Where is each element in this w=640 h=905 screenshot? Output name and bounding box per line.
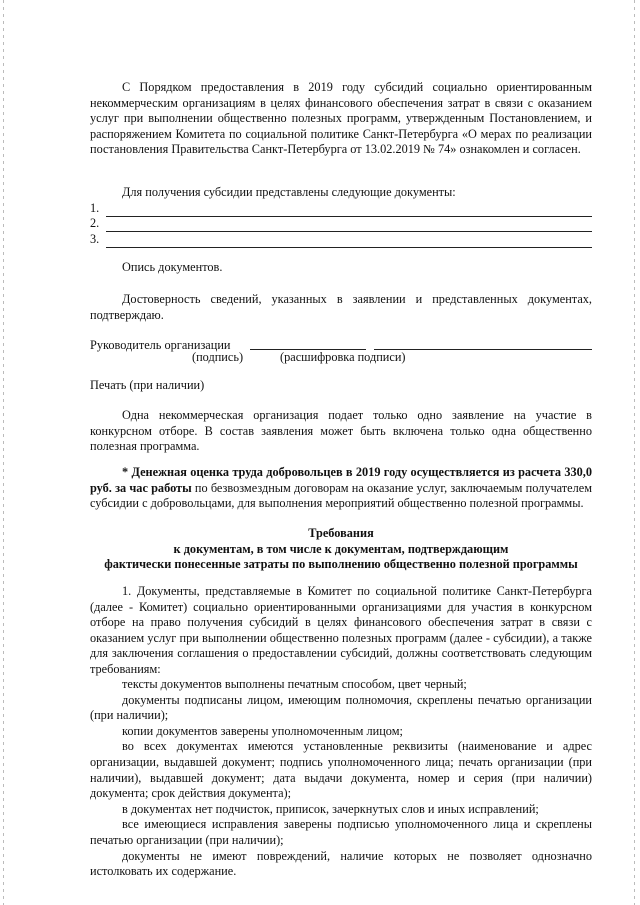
requirements-title — [90, 526, 592, 573]
document-number: 1. — [90, 200, 100, 215]
fill-line — [106, 205, 592, 217]
signature-caption: (подпись) — [192, 350, 244, 364]
requirement-1: 1. Документы, представляемые в Комитет по социальной политике Санкт-Петербурга (далее - Комитет) социально ориентированными организациями для участия в конкурсном отборе на право получения субсидий в целях финансового обеспечения затрат в связи с оказанием услуг при выполнении общественно полезных программ (далее - субсидии), а также для заключения соглашения о предоставлении субсидий, должны соответствовать следующим требованиям: — [90, 584, 592, 676]
document-line-1 — [90, 201, 592, 217]
requirements-title-line-1: Требования — [308, 526, 374, 540]
document-line-3 — [90, 232, 592, 248]
document-line-2 — [90, 217, 592, 233]
inventory-text: Опись документов. — [122, 260, 223, 274]
requirements-list — [90, 677, 592, 880]
requirement-item: во всех документах имеются установленные реквизиты (наименование и адрес организации, выдавшей документ; подпись уполномоченного лица; печать организации (при наличии), выдавшей документ; дата выдачи документа, номер и серия (при наличии) документа; срок действия документа); — [90, 739, 592, 801]
scan-edge-left — [3, 0, 4, 905]
one-application-note: Одна некоммерческая организация подает только одно заявление на участие в конкурсном отборе. В состав заявления может быть включена только одна общественно полезная программа. — [90, 408, 592, 454]
scan-edge-right — [634, 0, 635, 905]
document-number: 2. — [90, 216, 100, 231]
requirements-title-line-3: фактически понесенные затраты по выполнению общественно полезной программы — [104, 557, 578, 572]
volunteer-note — [90, 465, 592, 512]
consent-paragraph: С Порядком предоставления в 2019 году субсидий социально ориентированным некоммерческим организациям в целях финансового обеспечения затрат в связи с оказанием услуг при выполнении общественно полезных программ, утвержденным Постановлением, и распоряжением Комитета по социальной политике Санкт-Петербурга «О мерах по реализации постановления Правительства Санкт-Петербурга от 13.02.2019 № 74» ознакомлен и согласен. — [90, 80, 592, 157]
requirement-item: все имеющиеся исправления заверены подписью уполномоченного лица и скреплены печатью организации (при наличии); — [90, 817, 592, 847]
requirement-item: документы подписаны лицом, имеющим полномочия, скреплены печатью организации (при наличии); — [90, 692, 592, 723]
requirement-item: документы не имеют повреждений, наличие которых не позволяет однозначно истолковать их содержание. — [90, 848, 592, 879]
requirements-title-line-2: к документам, в том числе к документам, подтверждающим — [173, 541, 509, 556]
requirement-item: в документах нет подчисток, приписок, зачеркнутых слов и иных исправлений; — [122, 801, 539, 816]
documents-intro: Для получения субсидии представлены следующие документы: — [122, 185, 456, 199]
decoding-caption: (расшифровка подписи) — [280, 350, 406, 364]
fill-line — [106, 220, 592, 232]
document-number: 3. — [90, 231, 100, 246]
requirement-item: копии документов заверены уполномоченным лицом; — [122, 723, 403, 738]
fill-line — [106, 236, 592, 248]
head-label: Руководитель организации — [90, 338, 231, 352]
reliability-text: Достоверность сведений, указанных в заявлении и представленных документах, подтверждаю. — [90, 292, 592, 322]
volunteer-note-rest: по безвозмездным договорам на оказание услуг, заключаемым получателем субсидии с добровольцами, для выполнения мероприятий общественно полезной программы. — [90, 480, 592, 511]
documents-list — [90, 201, 592, 248]
requirement-item: тексты документов выполнены печатным способом, цвет черный; — [122, 677, 467, 691]
volunteer-note-bold: * Денежная оценка труда добровольцев в 2019 году осуществляется из расчета 330,0 руб. за час работы — [90, 465, 592, 495]
decoding-line — [374, 348, 592, 350]
stamp-note: Печать (при наличии) — [90, 378, 205, 392]
